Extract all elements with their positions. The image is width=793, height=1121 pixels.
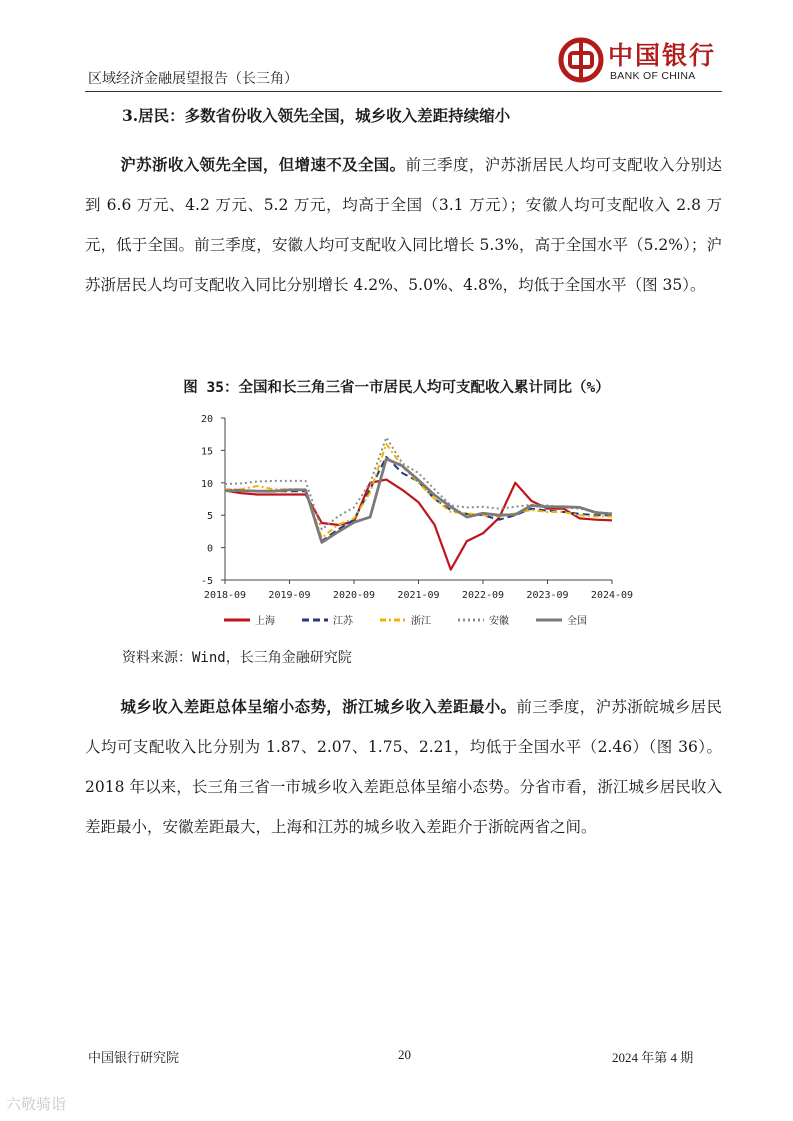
report-header-title: 区域经济金融展望报告（长三角）: [88, 72, 298, 87]
footer-org: 中国银行研究院: [88, 1050, 180, 1065]
legend-label-4: 全国: [567, 616, 587, 627]
bank-of-china-logo-icon: [558, 37, 604, 83]
x-tick-label: 2023-09: [526, 590, 569, 601]
paragraph-income: [85, 145, 722, 305]
legend-label-2: 浙江: [411, 616, 431, 627]
paragraph-income-body: 前三季度，沪苏浙居民人均可支配收入分别达到 6.6 万元、4.2 万元、5.2 万元，均高于全国（3.1 万元）；安徽人均可支配收入 2.8 万元，低于全国。前三季度，安徽人均可支配收入同比增长 5.3%，高于全国水平（5.2%）；沪苏浙居民人均可支配收入同比分别增长 4.2%、5.0%、4.8%，均低于全国水平（图 35）。: [85, 156, 722, 294]
y-tick-label: -5: [200, 576, 213, 587]
series-line-0: [225, 480, 612, 570]
logo-english-name: BANK OF CHINA: [610, 70, 696, 82]
footer-issue: 2024 年第 4 期: [612, 1050, 694, 1065]
income-growth-line-chart: [188, 408, 634, 630]
header-divider: [85, 91, 722, 92]
x-tick-label: 2019-09: [268, 590, 311, 601]
page-number: 20: [398, 1047, 411, 1062]
paragraph-urban-rural-lead: 城乡收入差距总体呈缩小态势，浙江城乡收入差距最小。: [120, 697, 517, 716]
series-line-1: [225, 457, 612, 541]
x-tick-label: 2021-09: [397, 590, 440, 601]
y-tick-label: 5: [206, 511, 213, 523]
logo-chinese-name: 中国银行: [608, 41, 717, 70]
legend-label-3: 安徽: [489, 616, 509, 627]
paragraph-income-lead: 沪苏浙收入领先全国，但增速不及全国。: [120, 155, 406, 174]
y-tick-label: 0: [206, 543, 213, 555]
section-title: 3.居民：多数省份收入领先全国，城乡收入差距持续缩小: [122, 106, 511, 125]
x-tick-label: 2020-09: [332, 590, 376, 601]
y-tick-label: 15: [200, 446, 213, 458]
paragraph-urban-rural: [85, 687, 722, 847]
x-tick-label: 2018-09: [203, 590, 247, 601]
figure-source: 资料来源：Wind，长三角金融研究院: [122, 650, 352, 666]
watermark: 六敬骑诣: [6, 1095, 67, 1113]
x-tick-label: 2022-09: [461, 590, 505, 601]
paragraph-urban-rural-body: 前三季度，沪苏浙皖城乡居民人均可支配收入比分别为 1.87、2.07、1.75、2.21，均低于全国水平（2.46）（图 36）。2018 年以来，长三角三省一市城乡收入差距总体呈缩小态势。分省市看，浙江城乡居民收入差距最小，安徽差距最大，上海和江苏的城乡收入差距介于浙皖两省之间。: [85, 698, 722, 836]
legend-label-1: 江苏: [333, 616, 353, 627]
x-tick-label: 2024-09: [590, 590, 634, 601]
series-line-4: [225, 459, 612, 543]
y-tick-label: 10: [200, 478, 213, 490]
y-tick-label: 20: [200, 414, 213, 425]
figure-title: 图 35：全国和长三角三省一市居民人均可支配收入累计同比（%）: [183, 380, 610, 396]
legend-label-0: 上海: [255, 616, 275, 627]
